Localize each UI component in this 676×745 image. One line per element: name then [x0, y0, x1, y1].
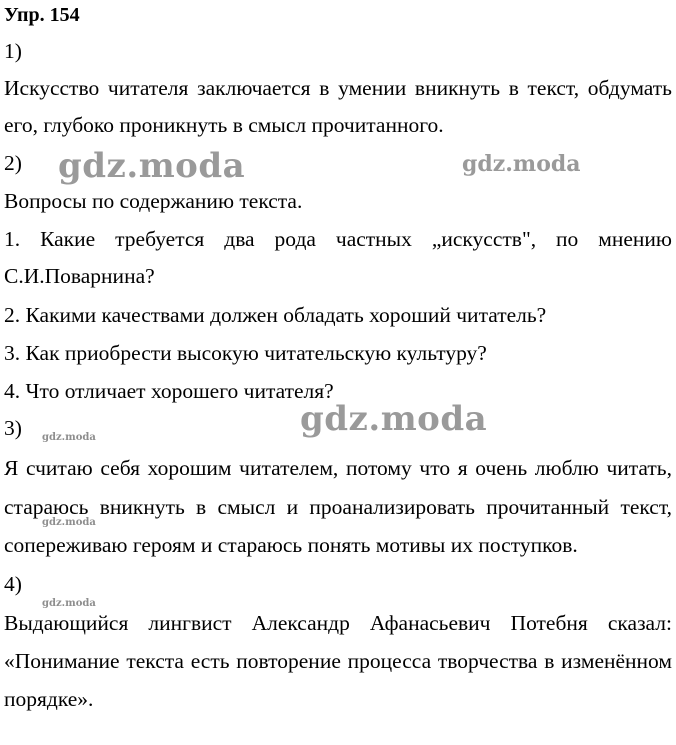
question-2: 2. Какими качествами должен обладать хороший читатель? — [4, 303, 547, 327]
section-3-number: 3) — [4, 416, 22, 440]
section-1-line-1: Искусство читателя заключается в умении вникнуть в текст, обдумать — [4, 76, 672, 100]
watermark-logo: gdz.moda — [42, 598, 96, 609]
exercise-title: Упр. 154 — [4, 4, 80, 26]
question-1-line-1: 1. Какие требуется два рода частных „искусств", по мнению — [4, 227, 672, 251]
section-3-line-3: сопереживаю героям и стараюсь понять мотивы их поступков. — [4, 533, 578, 557]
section-4-line-2: «Понимание текста есть повторение процесса творчества в изменённом — [4, 649, 672, 673]
section-4-line-1: Выдающийся лингвист Александр Афанасьевич Потебня сказал: — [4, 611, 672, 635]
section-1-number: 1) — [4, 39, 22, 63]
section-2-number: 2) — [4, 151, 22, 175]
watermark-logo: gdz.moda — [58, 146, 246, 186]
section-3-line-2: стараюсь вникнуть в смысл и проанализировать прочитанный текст, — [4, 495, 672, 519]
watermark-logo: gdz.moda — [462, 151, 581, 177]
question-3: 3. Как приобрести высокую читательскую культуру? — [4, 341, 487, 365]
watermark-logo: gdz.moda — [300, 399, 488, 439]
section-3-line-1: Я считаю себя хорошим читателем, потому что я очень люблю читать, — [4, 456, 672, 480]
section-1-line-2: его, глубоко проникнуть в смысл прочитанного. — [4, 113, 444, 137]
question-1-line-2: С.И.Поварнина? — [4, 264, 155, 288]
section-4-number: 4) — [4, 572, 22, 596]
section-4-line-3: порядке». — [4, 687, 94, 711]
section-2-heading: Вопросы по содержанию текста. — [4, 189, 303, 213]
question-4: 4. Что отличает хорошего читателя? — [4, 379, 334, 403]
watermark-logo: gdz.moda — [42, 432, 96, 443]
watermark-logo: gdz.moda — [42, 517, 96, 528]
